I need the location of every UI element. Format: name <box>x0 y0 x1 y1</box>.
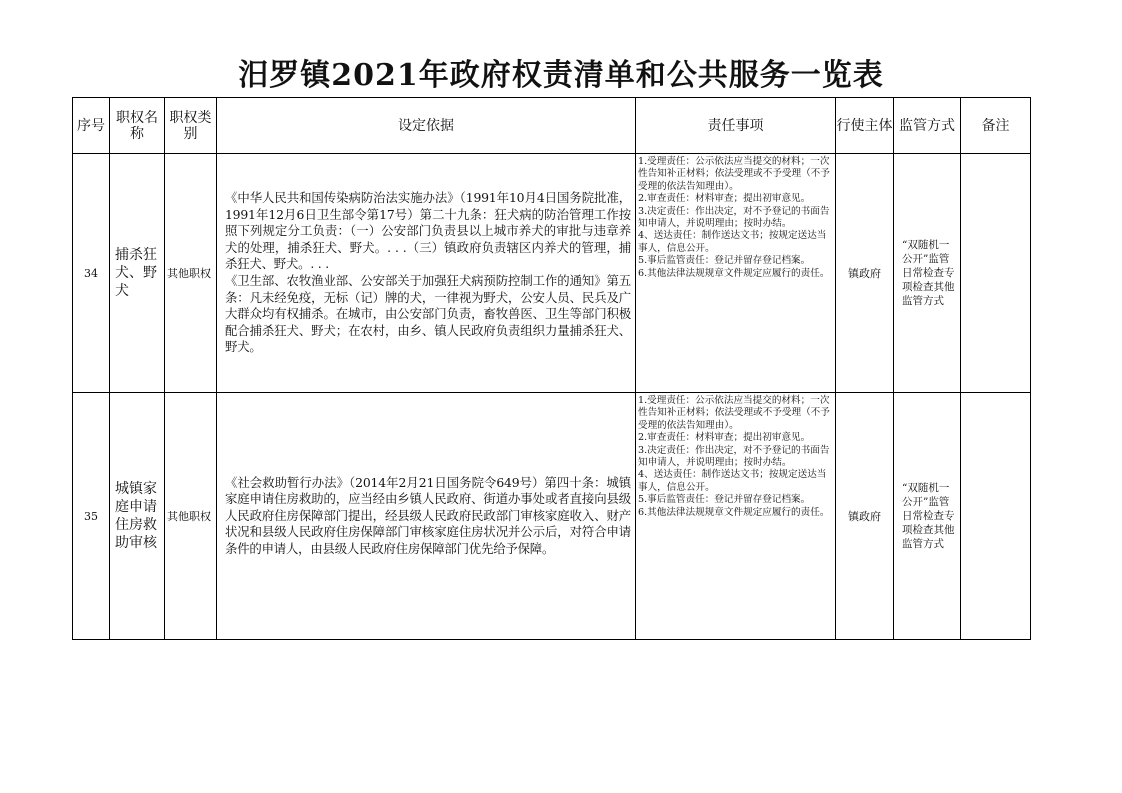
row-power-name: 城镇家庭申请住房救助审核 <box>110 393 165 640</box>
row-basis <box>217 154 636 393</box>
row-supervision: “双随机一公开”监管日常检查专项检查其他监管方式 <box>894 154 961 393</box>
table-header-row <box>73 98 1031 154</box>
responsibility-item: 3.决定责任：作出决定，对不予登记的书面告知申请人，并说明理由；按时办结。 <box>638 444 830 469</box>
header-basis: 设定依据 <box>217 98 636 154</box>
header-type: 职权类别 <box>165 98 217 154</box>
basis-paragraph: 《中华人民共和国传染病防治法实施办法》（1991年10月4日国务院批准，1991年12月6日卫生部令第17号）第二十九条：狂犬病的防治管理工作按照下列规定分工负责：（一）公安部门负责县以上城市养犬的审批与违章养犬的处理，捕杀狂犬、野犬。. . .（三）镇政府负责辖区内养犬的管理，捕杀狂犬、野犬。. . . <box>225 190 631 272</box>
responsibility-item: 5.事后监管责任：登记并留存登记档案。 <box>638 494 811 506</box>
page-title: 汨罗镇2021年政府权责清单和公共服务一览表 <box>238 58 884 93</box>
row-power-type: 其他职权 <box>165 154 217 393</box>
row-executor: 镇政府 <box>836 393 894 640</box>
table-row <box>73 393 1031 640</box>
row-executor: 镇政府 <box>836 154 894 393</box>
responsibility-item: 2.审查责任：材料审查；提出初审意见。 <box>638 193 811 205</box>
responsibility-item: 4、送达责任：制作送达文书；按规定送达当事人，信息公开。 <box>638 230 827 254</box>
header-executor: 行使主体 <box>836 98 894 154</box>
row-seq: 35 <box>73 393 110 640</box>
power-list-table <box>72 97 1031 640</box>
responsibility-item: 1.受理责任：公示依法应当提交的材料；一次性告知补正材料；依法受理或不予受理（不予受理的依法告知理由）。 <box>638 395 830 431</box>
row-basis <box>217 393 636 640</box>
responsibility-item: 1.受理责任：公示依法应当提交的材料；一次性告知补正材料；依法受理或不予受理（不予受理的依法告知理由）。 <box>638 156 830 192</box>
basis-paragraph: 《卫生部、农牧渔业部、公安部关于加强狂犬病预防控制工作的通知》第五条：凡未经免疫，无标（记）牌的犬，一律视为野犬，公安人员、民兵及广大群众均有权捕杀。在城市，由公安部门负责，畜牧兽医、卫生等部门积极配合捕杀狂犬、野犬；在农村，由乡、镇人民政府负责组织力量捕杀狂犬、野犬。 <box>225 273 631 355</box>
responsibility-item: 3.决定责任：作出决定，对不予登记的书面告知申请人，并说明理由；按时办结。 <box>638 205 830 230</box>
responsibility-item: 6.其他法律法规规章文件规定应履行的责任。 <box>638 267 830 279</box>
responsibility-item: 5.事后监管责任：登记并留存登记档案。 <box>638 255 811 267</box>
row-remark <box>961 154 1031 393</box>
responsibility-item: 4、送达责任：制作送达文书；按规定送达当事人，信息公开。 <box>638 469 827 493</box>
responsibility-item: 6.其他法律法规规章文件规定应履行的责任。 <box>638 506 830 518</box>
basis-paragraph: 《社会救助暂行办法》（2014年2月21日国务院令649号）第四十条：城镇家庭申请住房救助的，应当经由乡镇人民政府、街道办事处或者直接向县级人民政府住房保障部门提出，经县级人民政府民政部门审核家庭收入、财产状况和县级人民政府住房保障部门审核家庭住房状况并公示后，对符合申请条件的申请人，由县级人民政府住房保障部门优先给予保障。 <box>225 474 631 556</box>
row-power-name: 捕杀狂犬、野犬 <box>110 154 165 393</box>
row-supervision: “双随机一公开”监管日常检查专项检查其他监管方式 <box>894 393 961 640</box>
row-seq: 34 <box>73 154 110 393</box>
table-row <box>73 154 1031 393</box>
row-power-type: 其他职权 <box>165 393 217 640</box>
header-name: 职权名称 <box>110 98 165 154</box>
responsibility-item: 2.审查责任：材料审查；提出初审意见。 <box>638 432 811 444</box>
header-responsibility: 责任事项 <box>636 98 836 154</box>
row-responsibility <box>636 154 836 393</box>
header-supervision: 监管方式 <box>894 98 961 154</box>
row-responsibility <box>636 393 836 640</box>
row-remark <box>961 393 1031 640</box>
header-seq: 序号 <box>73 98 110 154</box>
header-remark: 备注 <box>961 98 1031 154</box>
